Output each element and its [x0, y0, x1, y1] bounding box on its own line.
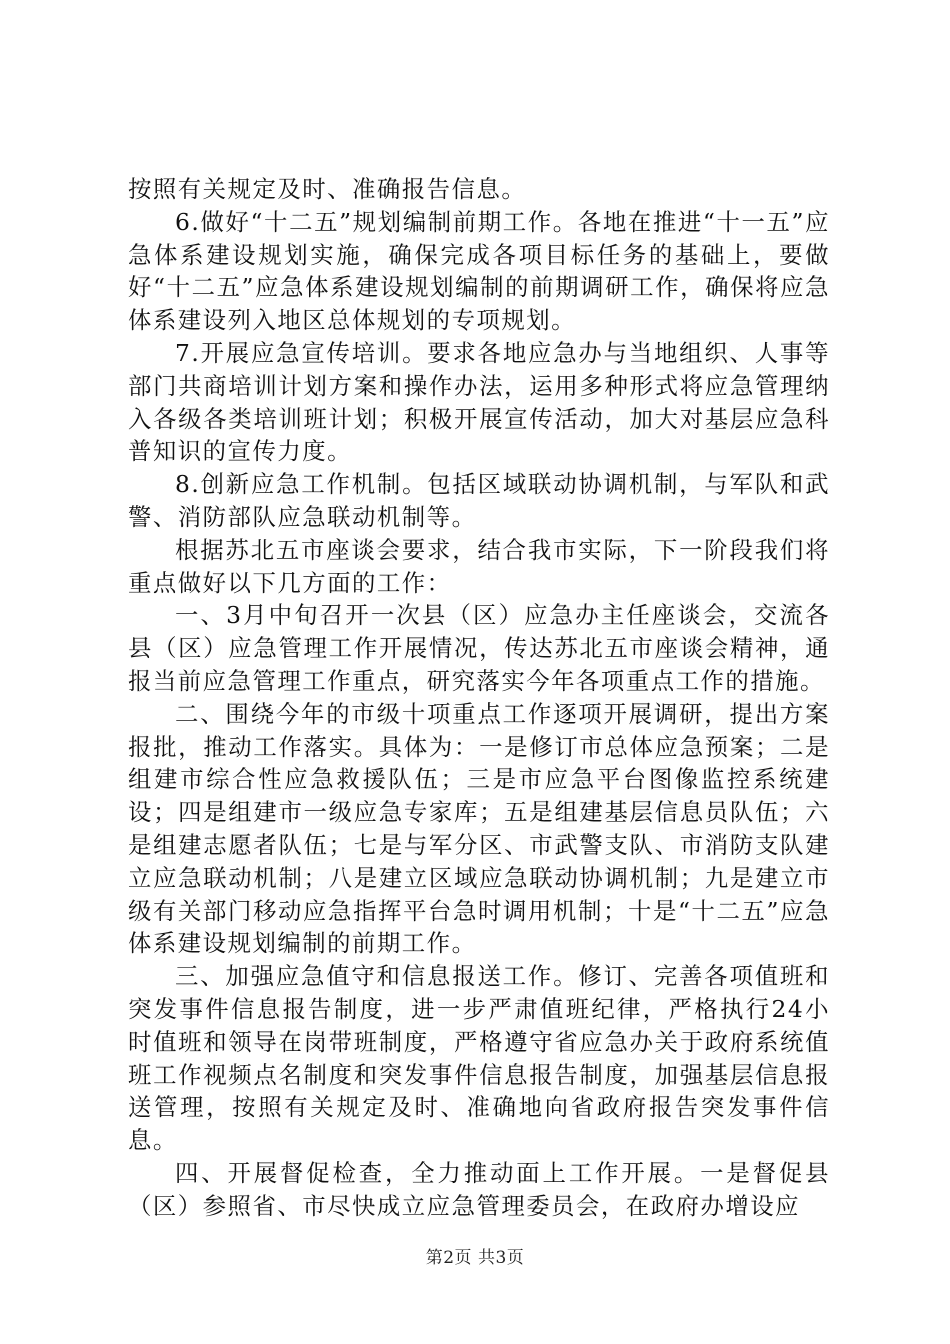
- paragraph-section-3: 三、加强应急值守和信息报送工作。修订、完善各项值班和突发事件信息报告制度，进一步严肃值班纪律，严格执行24小时值班和领导在岗带班制度，严格遵守省应急办关于政府系统值班工作视频点名制度和突发事件信息报告制度，加强基层信息报送管理，按照有关规定及时、准确地向省政府报告突发事件信息。: [128, 962, 830, 1155]
- page-number-footer: 第2页 共3页: [425, 1248, 525, 1268]
- paragraph-continuation: 按照有关规定及时、准确报告信息。: [128, 175, 527, 203]
- paragraph-item-6: 6.做好“十二五”规划编制前期工作。各地在推进“十一五”应急体系建设规划实施，确保完成各项目标任务的基础上，要做好“十二五”应急体系建设规划编制的前期调研工作，确保将应急体系建设列入地区总体规划的专项规划。: [128, 207, 830, 335]
- paragraph-section-4: 四、开展督促检查，全力推动面上工作开展。一是督促县（区）参照省、市尽快成立应急管理委员会，在政府办增设应: [128, 1158, 830, 1220]
- paragraph-section-1: 一、3月中旬召开一次县（区）应急办主任座谈会，交流各县（区）应急管理工作开展情况，传达苏北五市座谈会精神，通报当前应急管理工作重点，研究落实今年各项重点工作的措施。: [128, 601, 830, 695]
- paragraph-item-8: 8.创新应急工作机制。包括区域联动协调机制，与军队和武警、消防部队应急联动机制等。: [128, 470, 830, 531]
- paragraph-intro-next-steps: 根据苏北五市座谈会要求，结合我市实际，下一阶段我们将重点做好以下几方面的工作：: [128, 535, 830, 597]
- paragraph-section-2: 二、围绕今年的市级十项重点工作逐项开展调研，提出方案报批，推动工作落实。具体为：一是修订市总体应急预案；二是组建市综合性应急救援队伍；三是市应急平台图像监控系统建设；四是组建市一级应急专家库；五是组建基层信息员队伍；六是组建志愿者队伍；七是与军分区、市武警支队、市消防支队建立应急联动机制；八是建立区域应急联动协调机制；九是建立市级有关部门移动应急指挥平台急时调用机制；十是“十二五”应急体系建设规划编制的前期工作。: [128, 699, 830, 958]
- document-body: [128, 173, 830, 1223]
- paragraph-item-7: 7.开展应急宣传培训。要求各地应急办与当地组织、人事等部门共商培训计划方案和操作办法，运用多种形式将应急管理纳入各级各类培训班计划；积极开展宣传活动，加大对基层应急科普知识的宣传力度。: [128, 338, 830, 466]
